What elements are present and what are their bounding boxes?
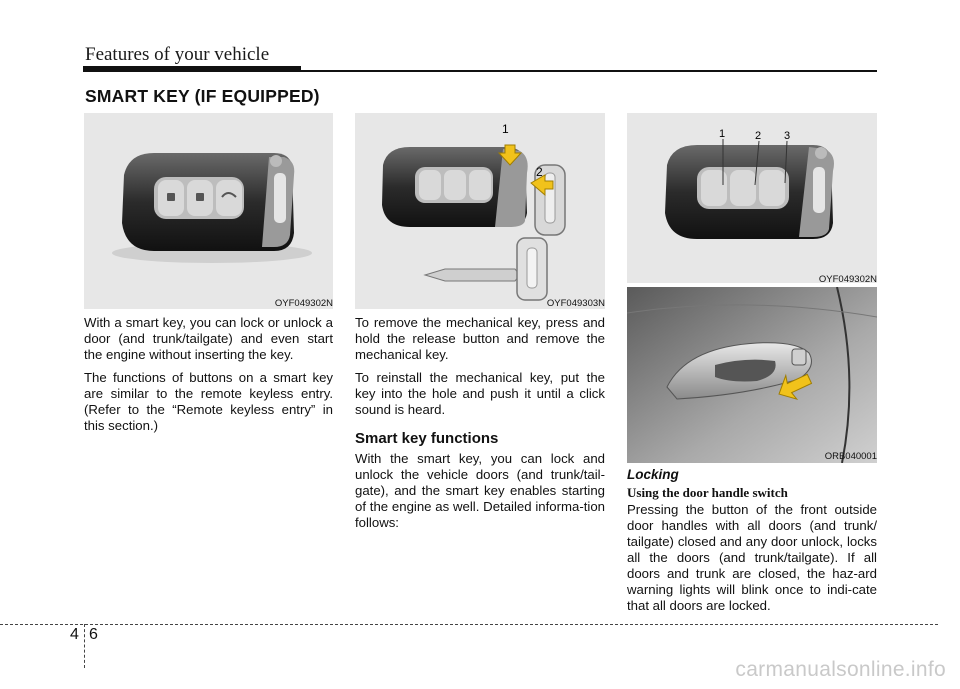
column-1-text — [84, 315, 333, 441]
figure-1-caption: OYF049302N — [274, 298, 333, 309]
section-title: SMART KEY (IF EQUIPPED) — [85, 86, 320, 106]
column-2-text-lower — [355, 451, 605, 538]
footer-dashed-rule — [0, 624, 938, 625]
smart-key-functions-heading: Smart key functions — [355, 430, 499, 447]
figure-2-caption: OYF049303N — [546, 298, 605, 309]
figure-smart-key — [84, 113, 333, 309]
figure-smart-key-buttons — [627, 113, 877, 283]
col2-paragraph-2: To reinstall the mechanical key, put the key into the hole and push it until a click sound is heard. — [355, 370, 605, 417]
page-chapter-number: 4 — [70, 626, 79, 643]
callout-2: 2 — [536, 165, 543, 179]
callout-3: 3 — [784, 130, 791, 142]
callout-1: 1 — [719, 128, 726, 140]
header-rule-thick — [83, 66, 301, 72]
smart-key-illustration — [84, 113, 333, 309]
col3-paragraph-1: Pressing the button of the front outside door handles with all doors (and trunk/ tailgate) closed and any door unlock, locks all the doors (and trunk/tailgate). If all doors and trunk are closed, the haz-ard warning lights will blink once to indi-cate that all doors are locked. — [627, 502, 877, 613]
col2-paragraph-3: With the smart key, you can lock and unlock the vehicle doors (and trunk/tail-gate), and the smart key enables starting of the engine as well. Detailed informa-tion follows: — [355, 451, 605, 530]
footer-dashed-divider — [84, 624, 85, 668]
callout-2: 2 — [755, 130, 762, 142]
mechanical-key-illustration — [355, 113, 605, 309]
figure-3-caption: OYF049302N — [818, 274, 877, 285]
figure-door-handle — [627, 287, 877, 463]
page-header-title: Features of your vehicle — [85, 44, 270, 65]
watermark-text: carmanualsonline.info — [735, 658, 946, 681]
door-handle-switch-subheading: Using the door handle switch — [627, 485, 788, 500]
header-rule-thin — [301, 70, 877, 72]
col1-paragraph-2: The functions of buttons on a smart key are similar to the remote keyless entry. (Refer to the “Remote keyless entry” in this section.) — [84, 370, 333, 433]
callout-1: 1 — [502, 122, 509, 136]
door-handle-illustration — [627, 287, 877, 463]
figure-mechanical-key — [355, 113, 605, 309]
smart-key-buttons-illustration — [627, 113, 877, 283]
column-3-text — [627, 502, 877, 621]
figure-4-caption: ORB040001 — [824, 451, 877, 462]
page-number: 6 — [89, 626, 98, 643]
locking-heading: Locking — [627, 467, 679, 482]
col1-paragraph-1: With a smart key, you can lock or unlock a door (and trunk/tailgate) and even start the engine without inserting the key. — [84, 315, 333, 362]
column-2-text — [355, 315, 605, 425]
col2-paragraph-1: To remove the mechanical key, press and hold the release button and remove the mechanical key. — [355, 315, 605, 362]
